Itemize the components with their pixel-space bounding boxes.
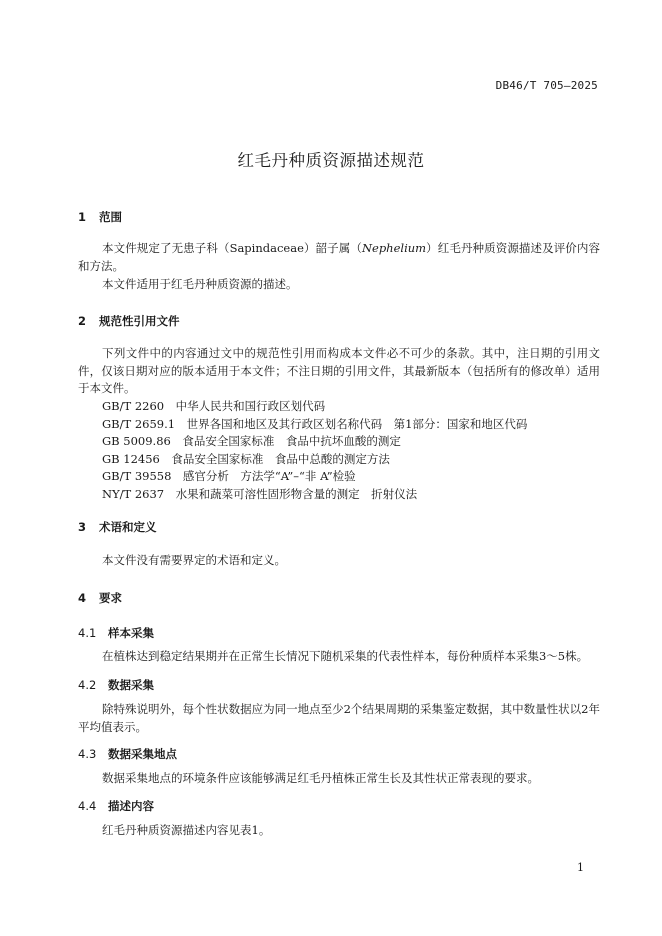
- text-run: ）红毛丹种质资源描述及评价内容和方法。: [78, 241, 601, 273]
- section-1-paragraph-1: [78, 240, 600, 275]
- latin-genus-name: Nephelium: [361, 241, 427, 255]
- section-3-heading: [78, 519, 157, 535]
- document-number: DB46/T 705—2025: [495, 79, 598, 92]
- section-2-intro: 下列文件中的内容通过文中的规范性引用而构成本文件必不可少的条款。其中，注日期的引用文件，仅该日期对应的版本适用于本文件；不注日期的引用文件，其最新版本（包括所有的修改单）适用于本文件。: [78, 346, 600, 395]
- section-3-paragraph: 本文件没有需要界定的术语和定义。: [102, 553, 286, 567]
- reference-item: GB 5009.86 食品安全国家标准 食品中抗坏血酸的测定: [102, 434, 401, 448]
- reference-list: [102, 398, 527, 503]
- reference-item: GB/T 39558 感官分析 方法学“A”–“非 A”检验: [102, 469, 356, 483]
- section-number: 3: [78, 520, 87, 534]
- subsection-number: 4.1: [78, 626, 97, 640]
- section-number: 2: [78, 314, 87, 328]
- page-number: 1: [577, 861, 584, 874]
- section-1-paragraph-2: 本文件适用于红毛丹种质资源的描述。: [102, 277, 298, 291]
- subsection-title: 描述内容: [108, 799, 154, 813]
- subsection-title: 数据采集: [108, 678, 154, 692]
- subsection-number: 4.2: [78, 678, 97, 692]
- section-title: 要求: [99, 591, 122, 605]
- reference-item: GB/T 2659.1 世界各国和地区及其行政区划名称代码 第1部分：国家和地区代码: [102, 416, 528, 431]
- section-title: 范围: [99, 210, 122, 224]
- section-1-heading: [78, 209, 122, 225]
- subsection-4-2-text: 除特殊说明外，每个性状数据应为同一地点至少2个结果周期的采集鉴定数据，其中数量性状以2年平均值表示。: [78, 702, 600, 734]
- subsection-4-4-heading: [78, 798, 154, 814]
- reference-item: GB/T 2260 中华人民共和国行政区划代码: [102, 399, 326, 413]
- section-title: 规范性引用文件: [99, 314, 180, 328]
- subsection-number: 4.3: [78, 747, 97, 761]
- subsection-4-3-text: 数据采集地点的环境条件应该能够满足红毛丹植株正常生长及其性状正常表现的要求。: [102, 771, 539, 785]
- reference-item: NY/T 2637 水果和蔬菜可溶性固形物含量的测定 折射仪法: [102, 486, 418, 501]
- reference-item: GB 12456 食品安全国家标准 食品中总酸的测定方法: [102, 451, 390, 466]
- subsection-4-1-text: 在植株达到稳定结果期并在正常生长情况下随机采集的代表性样本，每份种质样本采集3～5株。: [102, 649, 589, 663]
- section-title: 术语和定义: [99, 520, 157, 534]
- section-4-heading: [78, 590, 122, 606]
- subsection-4-3-heading: [78, 746, 177, 762]
- document-title: 红毛丹种质资源描述规范: [237, 151, 425, 170]
- section-number: 1: [78, 210, 87, 224]
- subsection-4-2-heading: [78, 677, 154, 693]
- section-2-heading: [78, 313, 180, 329]
- subsection-number: 4.4: [78, 799, 97, 813]
- subsection-4-4-text: 红毛丹种质资源描述内容见表1。: [102, 823, 271, 837]
- text-run: ）韶子属（: [303, 241, 362, 255]
- text-run: 本文件规定了无患子科（: [102, 241, 230, 255]
- section-number: 4: [78, 591, 87, 605]
- subsection-4-1-heading: [78, 625, 154, 641]
- subsection-title: 数据采集地点: [108, 747, 177, 761]
- latin-family-name: Sapindaceae: [229, 241, 304, 255]
- subsection-title: 样本采集: [108, 626, 154, 640]
